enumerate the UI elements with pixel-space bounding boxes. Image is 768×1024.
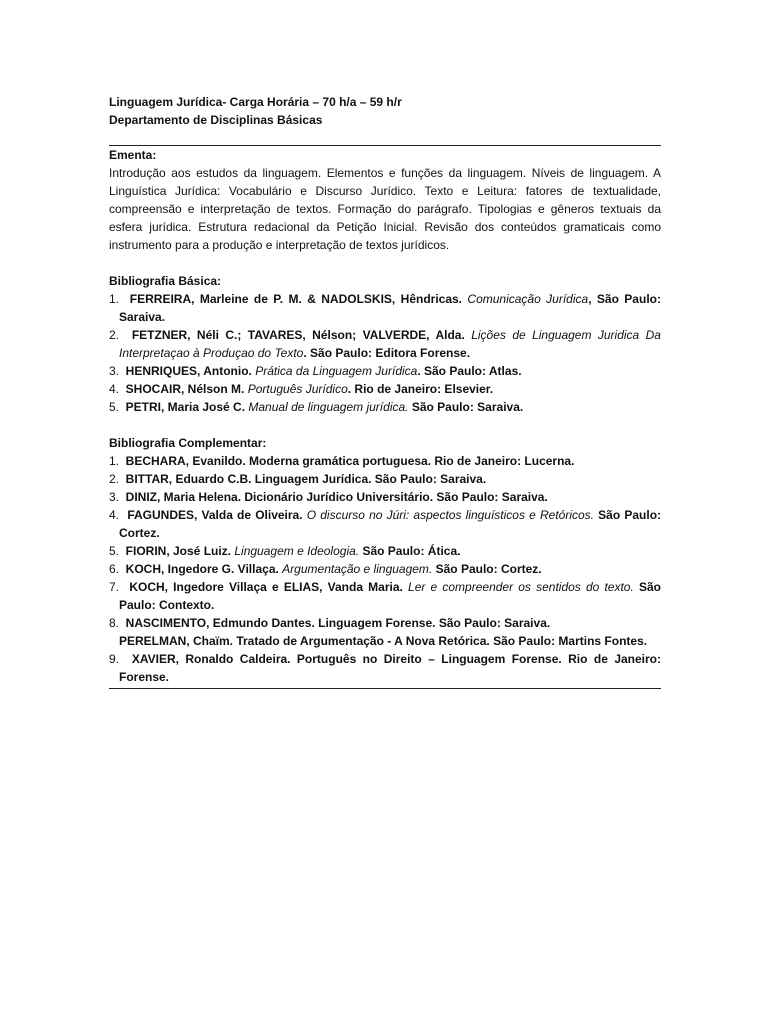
document-page [109,93,661,689]
item-publisher: São Paulo: Contexto. [119,580,662,612]
list-item [109,398,661,416]
item-author: FAGUNDES, Valda de Oliveira. [127,508,307,522]
item-author: NASCIMENTO, Edmundo Dantes. Linguagem Forense. São Paulo: Saraiva. [125,616,551,630]
item-publisher: São Paulo: Cortez. [119,508,662,540]
list-item [109,560,661,578]
list-item [109,632,661,650]
ementa-heading: Ementa: [109,148,157,162]
spacer [109,416,661,434]
item-author: BECHARA, Evanildo. Moderna gramática portuguesa. Rio de Janeiro: Lucerna. [125,454,575,468]
basica-heading: Bibliografia Básica: [109,274,222,288]
list-item [109,380,661,398]
complementar-list [109,452,661,686]
item-author: KOCH, Ingedore Villaça e ELIAS, Vanda Maria. [129,580,409,594]
list-item [109,614,661,632]
list-item [109,326,661,362]
item-work: Prática da Linguagem Jurídica [255,364,418,378]
list-item [109,578,661,614]
item-number: 2. [109,472,120,486]
item-number: 3. [109,364,120,378]
department-name: Departamento de Disciplinas Básicas [109,113,323,127]
list-item [109,506,661,542]
item-author: PETRI, Maria José C. [125,400,249,414]
item-author: BITTAR, Eduardo C.B. Linguagem Jurídica. São Paulo: Saraiva. [125,472,487,486]
spacer [109,254,661,272]
item-publisher: . São Paulo: Atlas. [417,364,522,378]
item-work: Português Jurídico [247,382,348,396]
item-number: 1. [109,454,120,468]
item-author: HENRIQUES, Antonio. [125,364,256,378]
basica-list [109,290,661,416]
item-work: Argumentação e linguagem. [282,562,433,576]
list-item [109,362,661,380]
item-author: FIORIN, José Luiz. [125,544,235,558]
item-number: 8. [109,616,120,630]
item-work: Lições de Linguagem Juridica Da Interpretaçao à Produçao do Texto [119,328,661,360]
list-item [109,452,661,470]
item-work: Ler e compreender os sentidos do texto. [408,580,634,594]
list-item [109,650,661,686]
item-author: FERREIRA, Marleine de P. M. & NADOLSKIS, Hêndricas. [129,292,468,306]
list-item [109,488,661,506]
item-publisher: São Paulo: Saraiva. [408,400,524,414]
item-number: 2. [109,328,120,342]
list-item [109,542,661,560]
item-number: 9. [109,652,120,666]
item-number: 4. [109,382,120,396]
item-author: DINIZ, Maria Helena. Dicionário Jurídico Universitário. São Paulo: Saraiva. [125,490,548,504]
item-author: KOCH, Ingedore G. Villaça. [125,562,283,576]
item-work: Manual de linguagem jurídica. [248,400,409,414]
item-work: Linguagem e Ideologia. [234,544,360,558]
item-author: XAVIER, Ronaldo Caldeira. Português no Direito – Linguagem Forense. Rio de Janeiro: Forense. [119,652,661,684]
item-author: PERELMAN, Chaïm. Tratado de Argumentação - A Nova Retórica. São Paulo: Martins Fontes. [119,634,648,648]
list-item [109,470,661,488]
item-number: 3. [109,490,120,504]
complementar-heading: Bibliografia Complementar: [109,436,267,450]
item-number: 7. [109,580,120,594]
item-work: O discurso no Júri: aspectos linguísticos e Retóricos. [306,508,595,522]
item-publisher: , São Paulo: Saraiva. [119,292,661,324]
bottom-divider [109,688,661,689]
item-number: 5. [109,400,120,414]
item-publisher: São Paulo: Ática. [359,544,461,558]
item-number: 5. [109,544,120,558]
item-work: Comunicação Jurídica [467,292,589,306]
course-title: Linguagem Jurídica- Carga Horária – 70 h/a – 59 h/r [109,95,402,109]
item-author: FETZNER, Néli C.; TAVARES, Nélson; VALVERDE, Alda. [131,328,472,342]
item-author: SHOCAIR, Nélson M. [125,382,248,396]
item-number: 4. [109,508,120,522]
list-item [109,290,661,326]
item-number: 6. [109,562,120,576]
item-number: 1. [109,292,120,306]
ementa-text: Introdução aos estudos da linguagem. Elementos e funções da linguagem. Níveis de linguagem. A Linguística Jurídica: Vocabulário e Discurso Jurídico. Texto e Leitura: fatores de textualidade, compreensão e interpretação de textos. Formação do parágrafo. Tipologias e gêneros textuais da esfera jurídica. Estrutura redacional da Petição Inicial. Revisão dos conteúdos gramaticais como instrumento para a produção e interpretação de textos jurídicos. [109,166,661,252]
item-publisher: . Rio de Janeiro: Elsevier. [347,382,494,396]
item-publisher: São Paulo: Cortez. [432,562,542,576]
item-publisher: . São Paulo: Editora Forense. [303,346,471,360]
